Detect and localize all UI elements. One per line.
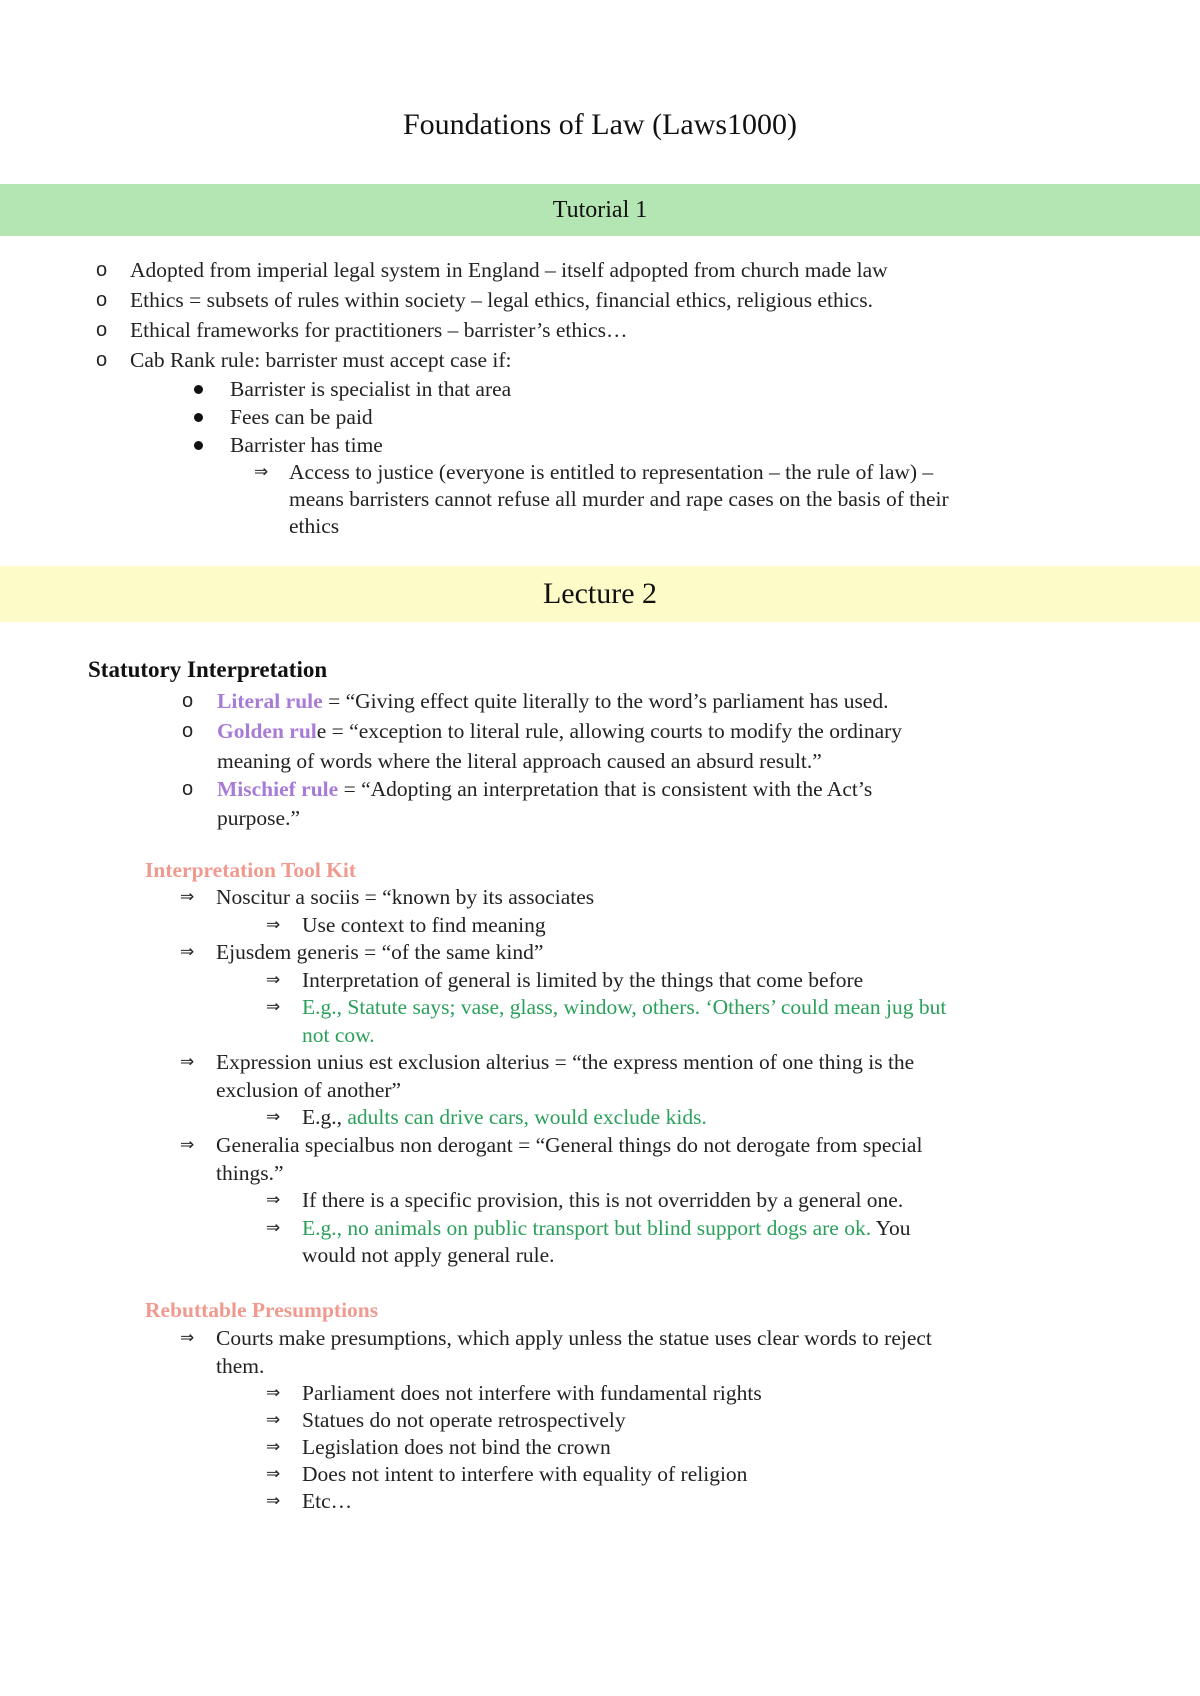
expression-example-text: adults can drive cars, would exclude kids. (347, 1105, 707, 1129)
lecture-heading: Lecture 2 (542, 577, 658, 610)
presumption-item: Does not intent to interfere with equality of religion (302, 1462, 748, 1486)
ejusdem-sub-1: Interpretation of general is limited by the things that come before (302, 968, 864, 992)
access-line-2: means barristers cannot refuse all murder and rape cases on the basis of their (289, 487, 949, 511)
golden-rule-text: e = “exception to literal rule, allowing courts to modify the ordinary (316, 719, 903, 743)
circle-bullet-icon: o (96, 349, 108, 371)
arrow-icon: ⇒ (180, 1135, 195, 1155)
arrow-icon: ⇒ (266, 1491, 281, 1511)
arrow-icon: ⇒ (266, 1464, 281, 1484)
circle-bullet-icon: o (96, 289, 108, 311)
arrow-icon: ⇒ (180, 942, 195, 962)
generalia-line-1: Generalia specialbus non derogant = “General things do not derogate from special (216, 1133, 923, 1157)
arrow-icon: ⇒ (266, 1437, 281, 1457)
lecture-heading-band (0, 566, 1200, 622)
noscitur-sub: Use context to find meaning (302, 913, 546, 937)
rebuttable-heading: Rebuttable Presumptions (145, 1298, 379, 1322)
courts-line-2: them. (216, 1354, 265, 1378)
tutorial-item: Adopted from imperial legal system in England – itself adpopted from church made law (130, 258, 888, 282)
presumption-item: Statues do not operate retrospectively (302, 1408, 626, 1432)
ejusdem-example-1: E.g., Statute says; vase, glass, window, others. ‘Others’ could mean jug but (302, 995, 947, 1019)
literal-rule-text: = “Giving effect quite literally to the word’s parliament has used. (322, 689, 889, 713)
arrow-icon: ⇒ (266, 915, 281, 935)
arrow-icon: ⇒ (180, 1052, 195, 1072)
tutorial-item: Cab Rank rule: barrister must accept case if: (130, 348, 512, 372)
tutorial-heading-band (0, 184, 1200, 236)
arrow-icon: ⇒ (266, 1218, 281, 1238)
generalia-example-text: E.g., no animals on public transport but blind support dogs are ok. (302, 1216, 872, 1240)
generalia-example-rest: You (871, 1216, 911, 1240)
golden-rule-line (217, 717, 902, 745)
mischief-rule-line (217, 775, 872, 803)
circle-bullet-icon: o (182, 690, 194, 712)
access-line-3: ethics (289, 514, 340, 538)
arrow-icon: ⇒ (180, 1328, 195, 1348)
access-line-1: Access to justice (everyone is entitled to representation – the rule of law) – (289, 460, 934, 484)
circle-bullet-icon: o (182, 720, 194, 742)
toolkit-heading: Interpretation Tool Kit (145, 858, 357, 882)
presumption-item: Legislation does not bind the crown (302, 1435, 611, 1459)
bullet-dot-icon (194, 441, 203, 450)
presumption-item: Etc… (302, 1489, 353, 1513)
bullet-dot-icon (194, 413, 203, 422)
mischief-rule-line-2: purpose.” (217, 806, 300, 830)
tutorial-item: Ethical frameworks for practitioners – barrister’s ethics… (130, 318, 628, 342)
circle-bullet-icon: o (96, 319, 108, 341)
circle-bullet-icon: o (96, 259, 108, 281)
expression-example-prefix: E.g., (302, 1105, 348, 1129)
arrow-icon: ⇒ (266, 1410, 281, 1430)
arrow-icon: ⇒ (266, 997, 281, 1017)
tutorial-item: Ethics = subsets of rules within society – legal ethics, financial ethics, religious ethics. (130, 288, 873, 312)
literal-rule-term: Literal rule (217, 689, 323, 713)
generalia-line-2: things.” (216, 1161, 284, 1185)
statutory-heading: Statutory Interpretation (88, 657, 328, 682)
noscitur-line: Noscitur a sociis = “known by its associates (216, 885, 595, 909)
cab-rank-item: Barrister is specialist in that area (230, 377, 512, 401)
bullet-dot-icon (194, 385, 203, 394)
ejusdem-example-2: not cow. (302, 1023, 375, 1047)
mischief-rule-term: Mischief rule (217, 777, 339, 801)
presumption-item: Parliament does not interfere with fundamental rights (302, 1381, 762, 1405)
golden-rule-term: Golden rul (217, 719, 317, 743)
arrow-icon: ⇒ (266, 1107, 281, 1127)
arrow-icon: ⇒ (180, 887, 195, 907)
expression-example (302, 1103, 707, 1131)
tutorial-heading: Tutorial 1 (552, 197, 648, 223)
cab-rank-item: Fees can be paid (230, 405, 373, 429)
ejusdem-line: Ejusdem generis = “of the same kind” (216, 940, 544, 964)
courts-line-1: Courts make presumptions, which apply unless the statue uses clear words to reject (216, 1326, 932, 1350)
cab-rank-item: Barrister has time (230, 433, 383, 457)
arrow-icon: ⇒ (254, 462, 269, 482)
arrow-icon: ⇒ (266, 970, 281, 990)
document-title: Foundations of Law (Laws1000) (402, 108, 798, 141)
mischief-rule-text: = “Adopting an interpretation that is consistent with the Act’s (338, 777, 873, 801)
golden-rule-line-2: meaning of words where the literal approach caused an absurd result.” (217, 749, 822, 773)
arrow-icon: ⇒ (266, 1383, 281, 1403)
tutorial-section (0, 256, 1200, 539)
expression-line-1: Expression unius est exclusion alterius = “the express mention of one thing is the (216, 1050, 915, 1074)
expression-line-2: exclusion of another” (216, 1078, 402, 1102)
generalia-example-line-2: would not apply general rule. (302, 1243, 555, 1267)
circle-bullet-icon: o (182, 778, 194, 800)
lecture-section (0, 656, 1200, 1514)
arrow-icon: ⇒ (266, 1190, 281, 1210)
generalia-sub-1: If there is a specific provision, this is not overridden by a general one. (302, 1188, 904, 1212)
literal-rule-line (217, 687, 888, 715)
generalia-example (302, 1214, 911, 1242)
